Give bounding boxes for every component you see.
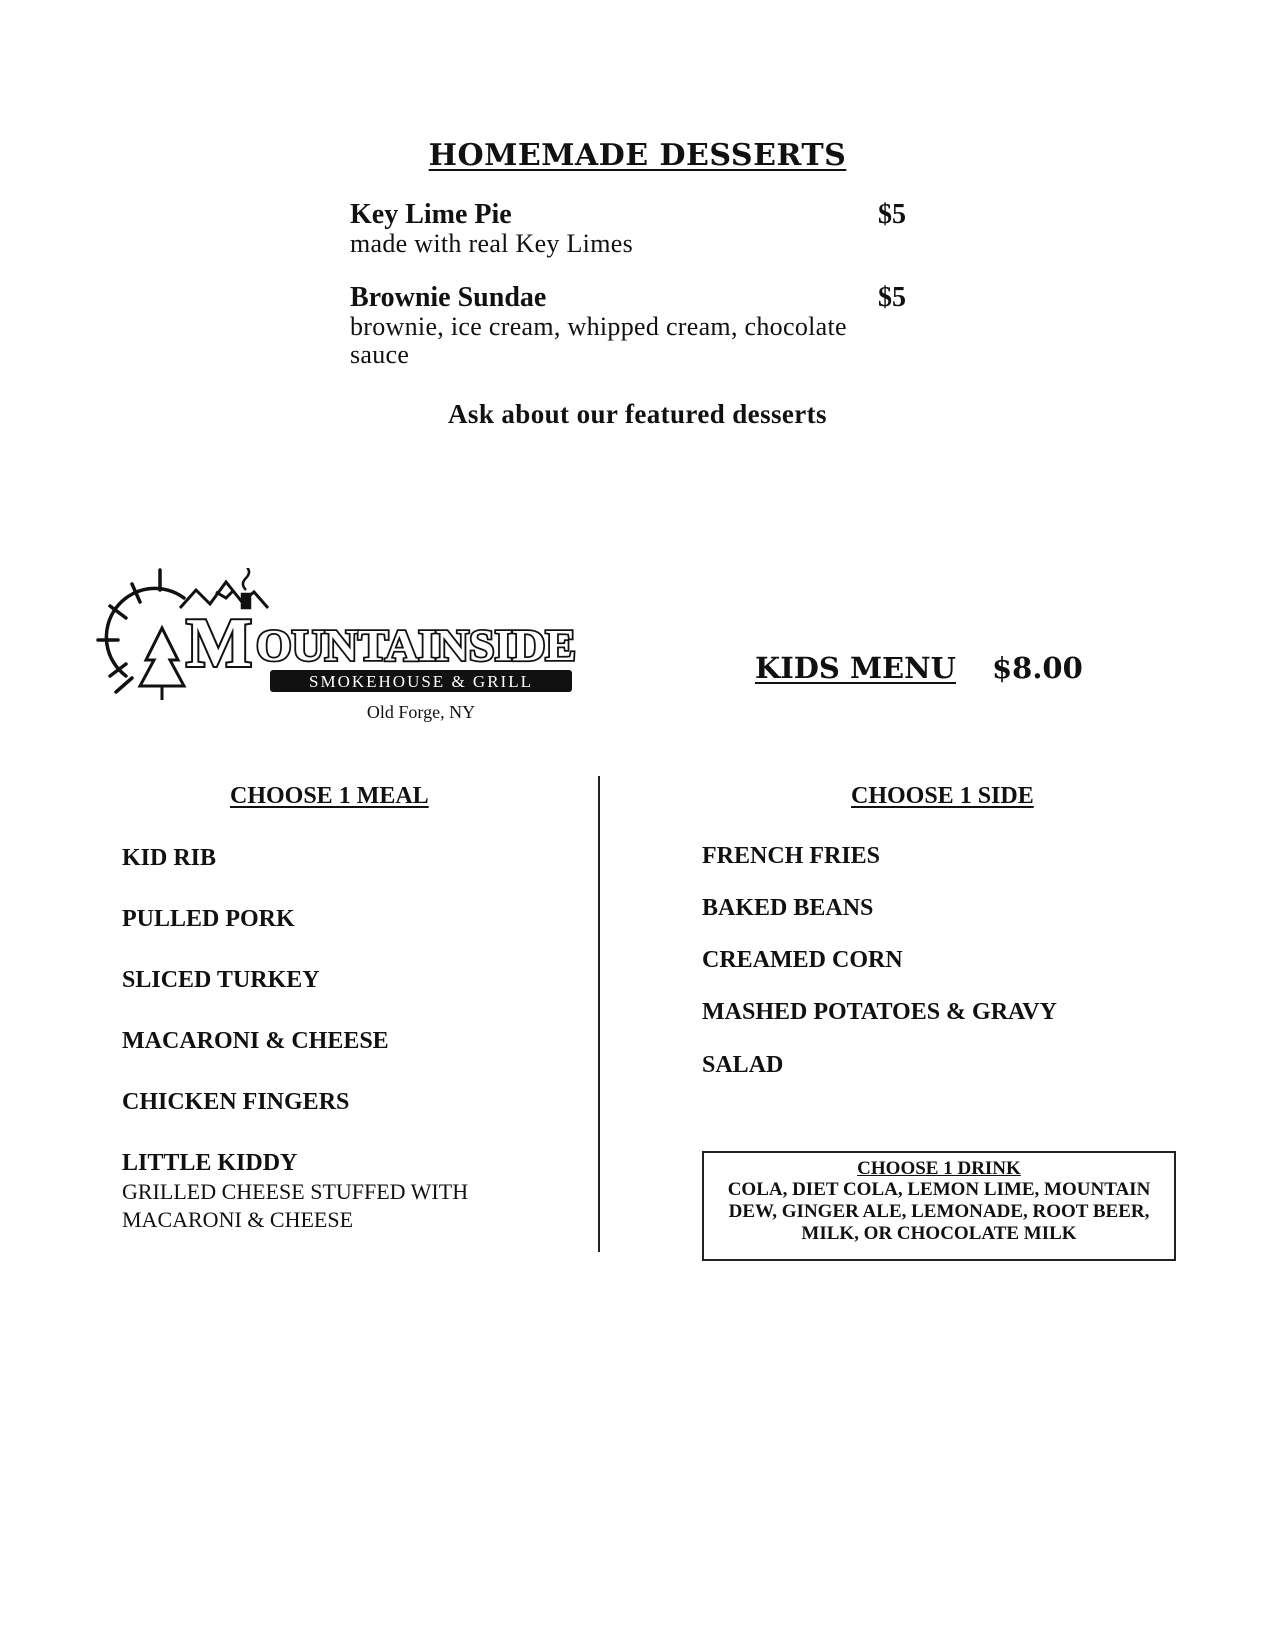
dessert-item [350, 283, 906, 369]
meal-item: CHICKEN FINGERS [122, 1089, 350, 1115]
kids-menu-title [755, 651, 1083, 685]
meal-item: SLICED TURKEY [122, 967, 320, 993]
meal-heading: CHOOSE 1 MEAL [230, 783, 429, 809]
side-item: BAKED BEANS [702, 895, 874, 921]
kids-menu-label: KIDS MENU [755, 651, 956, 685]
side-item: FRENCH FRIES [702, 843, 881, 869]
drink-heading: CHOOSE 1 DRINK [857, 1158, 1021, 1179]
meal-item: KID RIB [122, 845, 217, 871]
little-kiddy-description: GRILLED CHEESE STUFFED WITH MACARONI & CHEESE [122, 1179, 469, 1232]
mountainside-logo [92, 568, 612, 738]
dessert-name: Brownie Sundae [350, 282, 547, 313]
desserts-title [0, 138, 1275, 173]
logo-subtitle: SMOKEHOUSE & GRILL [309, 672, 533, 691]
drink-box [702, 1151, 1176, 1261]
meal-item: MACARONI & CHEESE [122, 1028, 389, 1054]
side-item: CREAMED CORN [702, 947, 903, 973]
column-divider [598, 776, 600, 1252]
desserts-title-text: HOMEMADE DESSERTS [428, 138, 847, 173]
dessert-item [350, 200, 906, 258]
dessert-price: $5 [878, 199, 906, 230]
logo-location: Old Forge, NY [366, 702, 476, 722]
side-item: SALAD [702, 1052, 784, 1078]
logo-wordmark: OUNTAINSIDE [256, 621, 576, 670]
dessert-price: $5 [878, 282, 906, 313]
dessert-description: brownie, ice cream, whipped cream, chocolate sauce [350, 312, 847, 369]
drink-options: COLA, DIET COLA, LEMON LIME, MOUNTAIN DEW, GINGER ALE, LEMONADE, ROOT BEER, MILK, OR CHOCOLATE MILK [727, 1179, 1151, 1244]
side-item: MASHED POTATOES & GRAVY [702, 999, 1057, 1025]
kids-menu-price: $8.00 [991, 651, 1083, 685]
smoke-icon [242, 568, 250, 608]
sun-icon [98, 570, 184, 692]
featured-desserts-note: Ask about our featured desserts [448, 399, 827, 429]
logo-initial: M [186, 605, 253, 682]
meal-item: PULLED PORK [122, 906, 295, 932]
meal-item: LITTLE KIDDY [122, 1150, 298, 1176]
side-heading: CHOOSE 1 SIDE [851, 783, 1034, 809]
pine-tree-icon [140, 628, 184, 700]
dessert-description: made with real Key Limes [350, 229, 633, 258]
dessert-name: Key Lime Pie [350, 199, 512, 230]
